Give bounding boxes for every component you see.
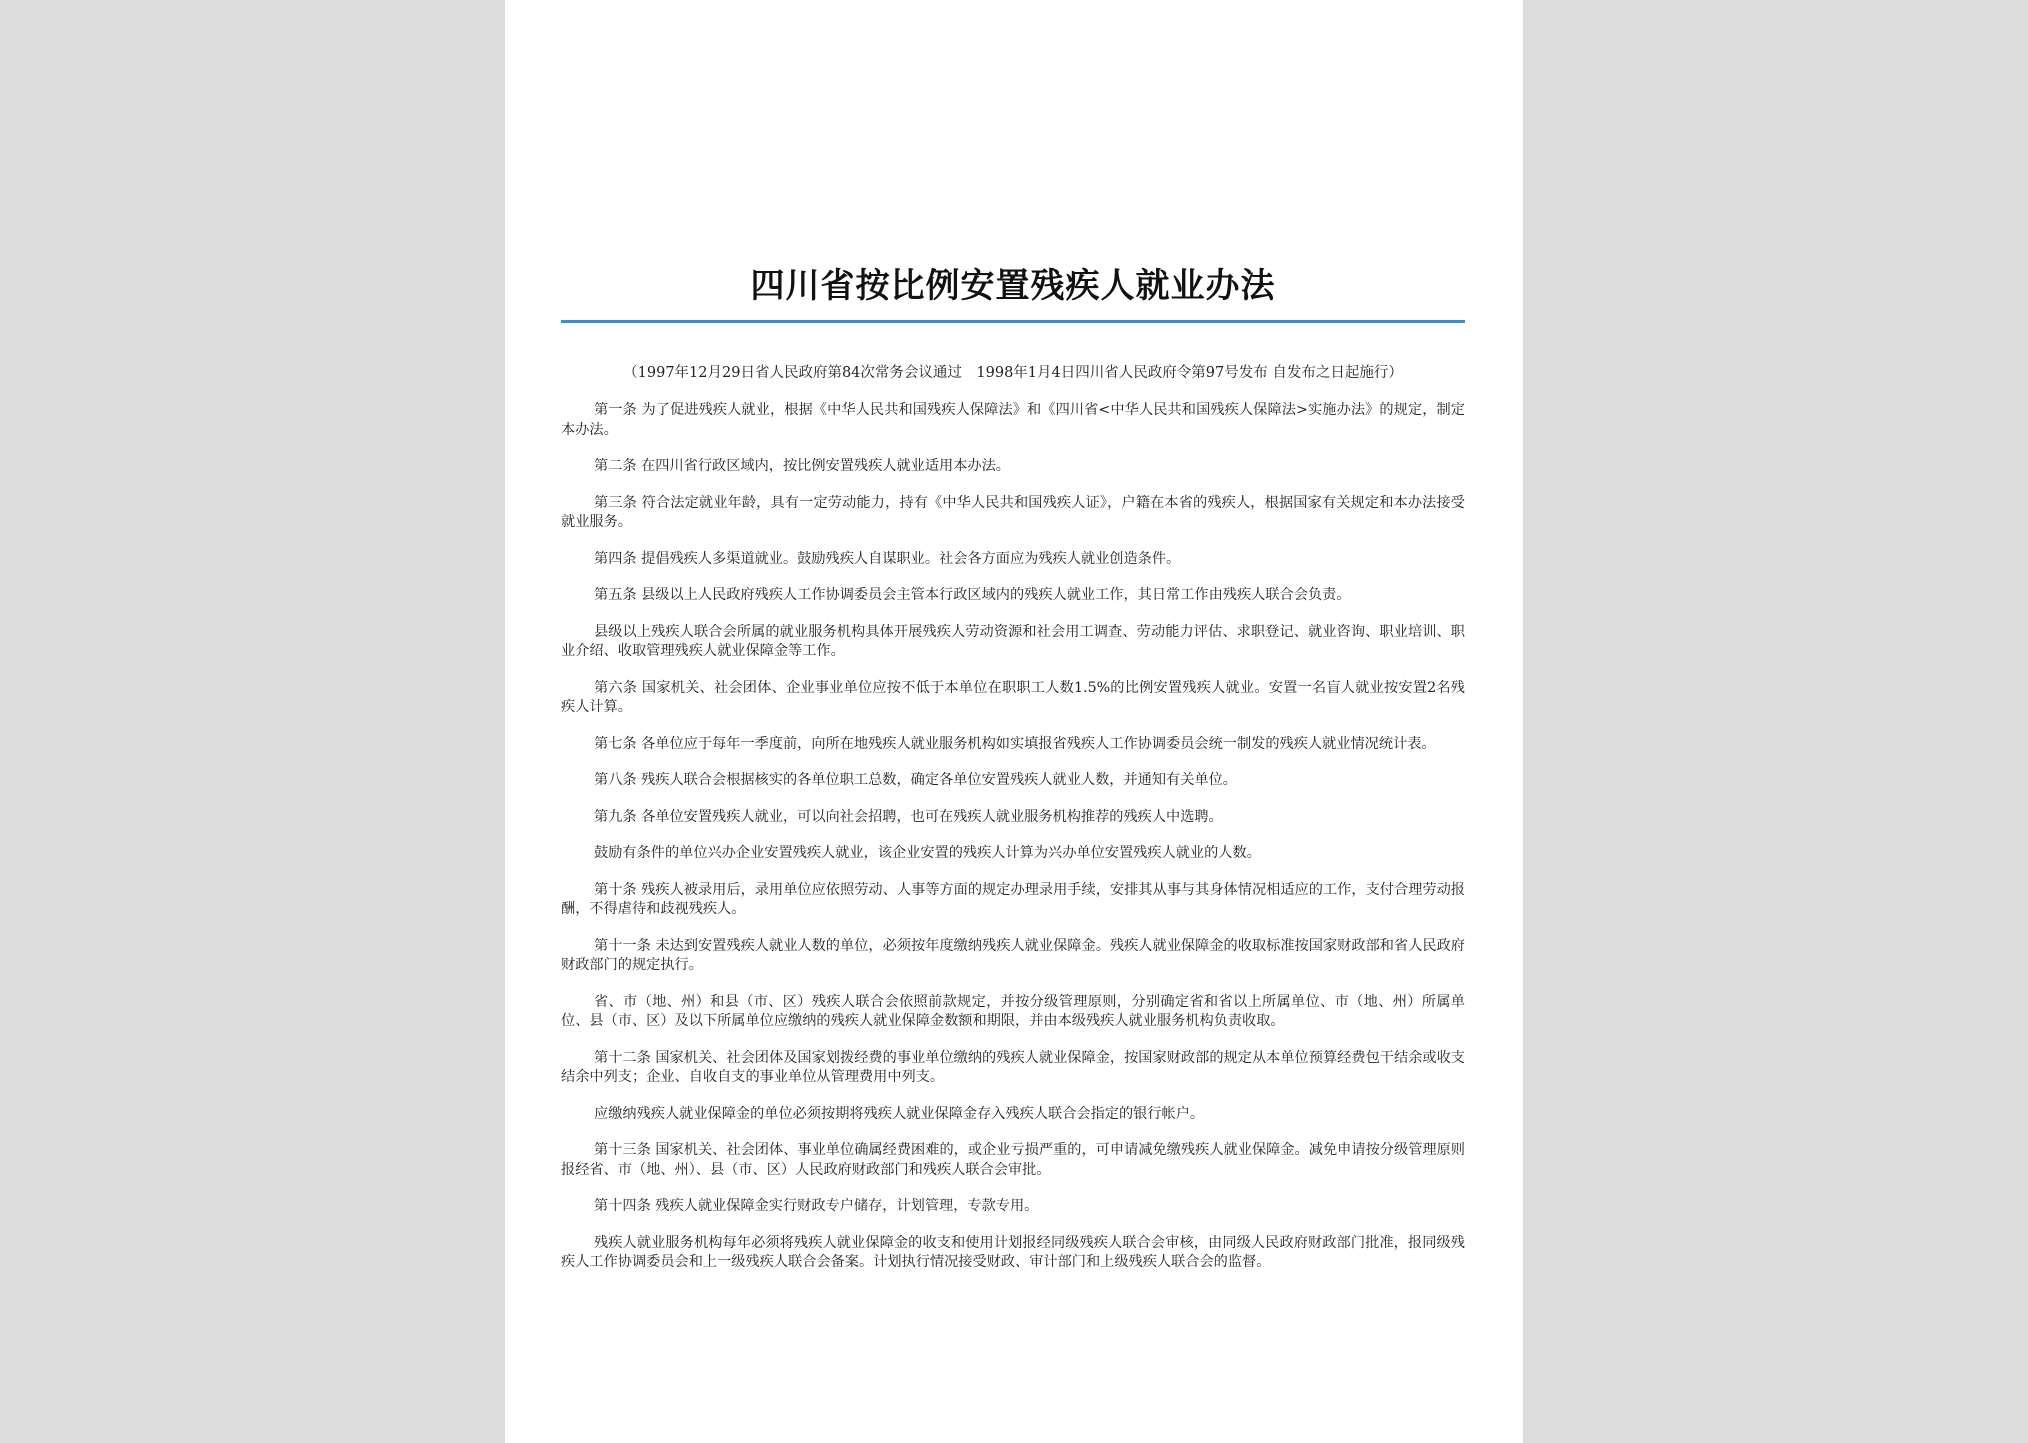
paragraph: 鼓励有条件的单位兴办企业安置残疾人就业，该企业安置的残疾人计算为兴办单位安置残疾人就业的人数。	[594, 845, 1261, 861]
paragraph: 第一条 为了促进残疾人就业，根据《中华人民共和国残疾人保障法》和《四川省<中华人民共和国残疾人保障法>实施办法》的规定，制定本办法。	[561, 402, 1465, 438]
paragraph: 残疾人就业服务机构每年必须将残疾人就业保障金的收支和使用计划报经同级残疾人联合会审核，由同级人民政府财政部门批准，报同级残疾人工作协调委员会和上一级残疾人联合会备案。计划执行情况接受财政、审计部门和上级残疾人联合会的监督。	[561, 1234, 1465, 1270]
paragraph: 第五条 县级以上人民政府残疾人工作协调委员会主管本行政区域内的残疾人就业工作，其日常工作由残疾人联合会负责。	[594, 587, 1351, 603]
paragraph: 第十三条 国家机关、社会团体、事业单位确属经费困难的，或企业亏损严重的，可申请减免缴残疾人就业保障金。减免申请按分级管理原则报经省、市（地、州）、县（市、区）人民政府财政部门和残疾人联合会审批。	[561, 1142, 1465, 1178]
paragraph: 省、市（地、州）和县（市、区）残疾人联合会依照前款规定，并按分级管理原则，分别确定省和省以上所属单位、市（地、州）所属单位、县（市、区）及以下所属单位应缴纳的残疾人就业保障金数额和期限，并由本级残疾人就业服务机构负责收取。	[561, 993, 1465, 1029]
paragraph: 第八条 残疾人联合会根据核实的各单位职工总数，确定各单位安置残疾人就业人数，并通知有关单位。	[594, 772, 1237, 788]
document-title: 四川省按比例安置残疾人就业办法	[750, 266, 1276, 306]
paragraph: 第二条 在四川省行政区域内，按比例安置残疾人就业适用本办法。	[594, 458, 1010, 474]
paragraph: 县级以上残疾人联合会所属的就业服务机构具体开展残疾人劳动资源和社会用工调查、劳动能力评估、求职登记、就业咨询、职业培训、职业介绍、收取管理残疾人就业保障金等工作。	[561, 623, 1465, 659]
paragraph: 第十四条 残疾人就业保障金实行财政专户储存，计划管理，专款专用。	[594, 1198, 1039, 1214]
paragraph: 第三条 符合法定就业年龄，具有一定劳动能力，持有《中华人民共和国残疾人证》，户籍在本省的残疾人，根据国家有关规定和本办法接受就业服务。	[561, 494, 1465, 530]
paragraph: 第九条 各单位安置残疾人就业，可以向社会招聘，也可在残疾人就业服务机构推荐的残疾人中选聘。	[594, 808, 1223, 825]
paragraph: 第十二条 国家机关、社会团体及国家划拨经费的事业单位缴纳的残疾人就业保障金，按国家财政部的规定从本单位预算经费包干结余或收支结余中列支；企业、自收自支的事业单位从管理费用中列支。	[561, 1049, 1465, 1085]
title-underline	[561, 320, 1465, 323]
document-page	[505, 0, 1523, 1443]
paragraph: 应缴纳残疾人就业保障金的单位必须按期将残疾人就业保障金存入残疾人联合会指定的银行帐户。	[594, 1105, 1205, 1122]
paragraph: 第十条 残疾人被录用后，录用单位应依照劳动、人事等方面的规定办理录用手续，安排其从事与其身体情况相适应的工作，支付合理劳动报酬，不得虐待和歧视残疾人。	[561, 881, 1465, 917]
paragraph: 第七条 各单位应于每年一季度前，向所在地残疾人就业服务机构如实填报省残疾人工作协调委员会统一制发的残疾人就业情况统计表。	[594, 735, 1436, 752]
document-meta: （1997年12月29日省人民政府第84次常务会议通过 1998年1月4日四川省人民政府令第97号发布 自发布之日起施行）	[623, 365, 1403, 381]
paragraph: 第十一条 未达到安置残疾人就业人数的单位，必须按年度缴纳残疾人就业保障金。残疾人就业保障金的收取标准按国家财政部和省人民政府财政部门的规定执行。	[561, 937, 1465, 973]
paragraph: 第六条 国家机关、社会团体、企业事业单位应按不低于本单位在职职工人数1.5%的比例安置残疾人就业。安置一名盲人就业按安置2名残疾人计算。	[561, 679, 1465, 715]
paragraph: 第四条 提倡残疾人多渠道就业。鼓励残疾人自谋职业。社会各方面应为残疾人就业创造条件。	[594, 550, 1181, 567]
